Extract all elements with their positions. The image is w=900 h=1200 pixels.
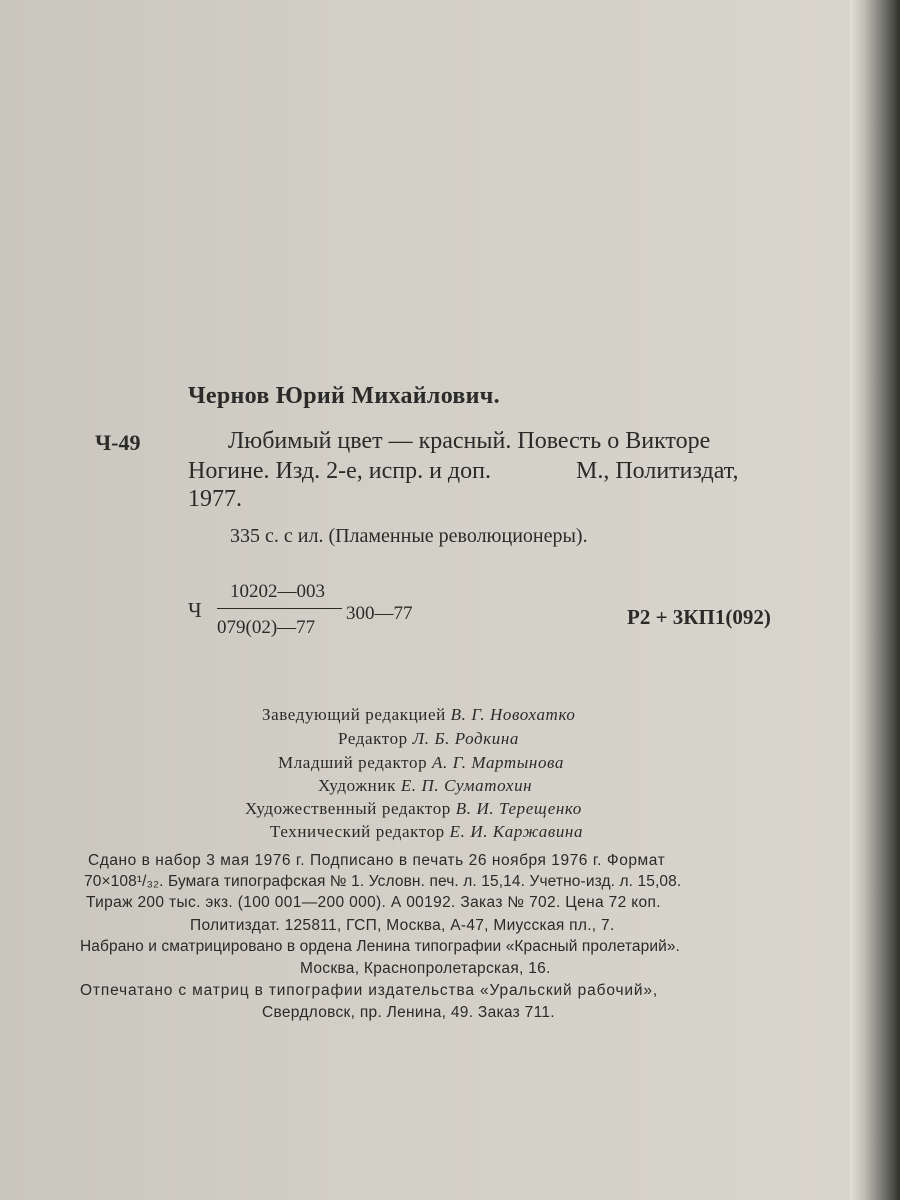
credit-person: А. Г. Мартынова [432,753,565,772]
credit-role: Художник [318,776,396,795]
imprint-line: Свердловск, пр. Ленина, 49. Заказ 711. [262,1004,555,1021]
publication-year: 1977. [188,486,242,512]
imprint-line: Политиздат. 125811, ГСП, Москва, А-47, Миусская пл., 7. [190,917,615,934]
imprint-line: Москва, Краснопролетарская, 16. [300,960,551,977]
credit-role: Редактор [338,729,408,748]
credit-line [270,822,583,842]
title-line-2: Ногине. Изд. 2-е, испр. и доп. [188,458,491,484]
credit-line [338,729,519,749]
imprint-line: Сдано в набор 3 мая 1976 г. Подписано в печать 26 ноября 1976 г. Формат [88,852,666,869]
page-edge-shadow [850,0,900,1200]
catalog-code: Ч-49 [95,430,141,455]
imprint-line: Тираж 200 тыс. экз. (100 001—200 000). А 00192. Заказ № 702. Цена 72 коп. [86,894,661,911]
title-line-1: Любимый цвет — красный. Повесть о Викторе [228,428,711,454]
index-denominator: 079(02)—77 [217,617,316,638]
credit-person: Е. И. Каржавина [449,822,584,841]
imprint-line: Отпечатано с матриц в типографии издательства «Уральский рабочий», [80,982,659,999]
index-fraction-bar [217,608,342,609]
credit-line [245,799,582,819]
publisher-info: М., Политиздат, [576,458,739,484]
index-numerator: 10202—003 [230,581,325,602]
credit-role: Художественный редактор [245,799,451,818]
credit-person: Л. Б. Родкина [412,729,520,748]
credit-person: В. Г. Новохатко [450,705,576,724]
credit-line [318,776,532,796]
credit-line [278,753,564,773]
imprint-line: Набрано и сматрицировано в ордена Ленина типографии «Красный пролетарий». [80,938,680,955]
imprint-line: 70×108¹/₃₂. Бумага типографская № 1. Условн. печ. л. 15,14. Учетно-изд. л. 15,08. [84,873,682,890]
page-count: 335 с. с ил. (Пламенные революционеры). [230,525,588,547]
credit-person: Е. П. Суматохин [400,776,533,795]
author-name: Чернов Юрий Михайлович. [188,383,500,409]
classification-code: Р2 + 3КП1(092) [627,605,771,629]
credit-person: В. И. Терещенко [455,799,582,818]
credit-role: Заведующий редакцией [262,705,446,724]
credit-line [262,705,575,725]
index-prefix: Ч [188,598,202,622]
credit-role: Младший редактор [278,753,428,772]
index-suffix: 300—77 [346,603,413,624]
credit-role: Технический редактор [270,822,445,841]
